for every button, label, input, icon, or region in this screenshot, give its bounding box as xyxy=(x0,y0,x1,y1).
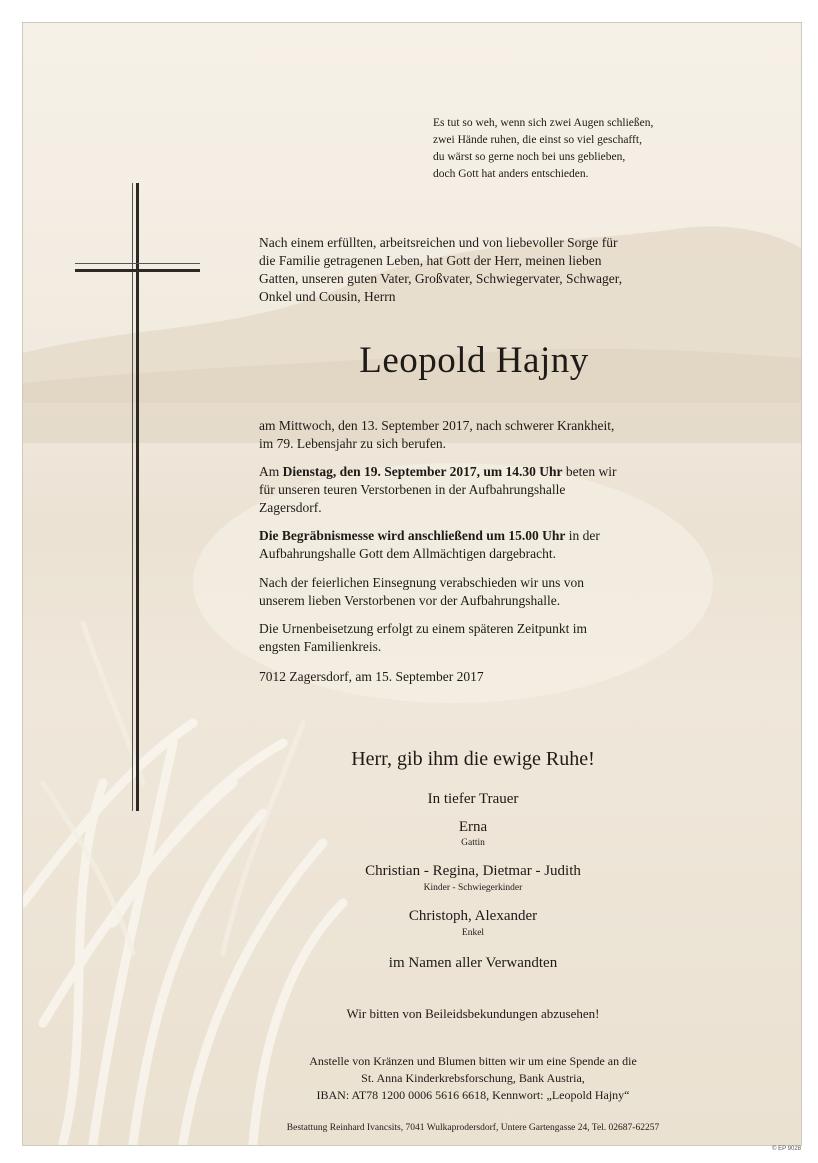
mass-paragraph xyxy=(259,527,689,563)
prayer: Herr, gib ihm die ewige Ruhe! xyxy=(351,748,595,770)
viewing-prefix: Am xyxy=(259,464,283,479)
mourner-children: Christian - Regina, Dietmar - Judith xyxy=(365,863,581,879)
condolence-note: Wir bitten von Beileidsbekundungen abzusehen! xyxy=(346,1006,600,1021)
intro-line: Onkel und Cousin, Herrn xyxy=(259,289,396,304)
viewing-suffix: beten wir xyxy=(562,464,617,479)
grief-heading: In tiefer Trauer xyxy=(427,791,519,807)
place-date: 7012 Zagersdorf, am 15. September 2017 xyxy=(259,669,484,684)
intro-line: die Familie getragenen Leben, hat Gott der Herr, meinen lieben xyxy=(259,253,602,268)
poem-line: Es tut so weh, wenn sich zwei Augen schließen, xyxy=(433,117,654,129)
cross-horizontal-thin-line xyxy=(75,263,200,264)
urn-line: Die Urnenbeisetzung erfolgt zu einem späteren Zeitpunkt im xyxy=(259,621,588,636)
donation-line: IBAN: AT78 1200 0006 5616 6618, Kennwort: „Leopold Hajny“ xyxy=(316,1088,630,1102)
mourner-children-role: Kinder - Schwiegerkinder xyxy=(423,883,523,893)
viewing-line: Zagersdorf. xyxy=(259,500,322,515)
viewing-date-time: Dienstag, den 19. September 2017, um 14.30 Uhr xyxy=(282,464,563,479)
mass-time: Die Begräbnismesse wird anschließend um 15.00 Uhr xyxy=(259,528,566,543)
death-line: am Mittwoch, den 13. September 2017, nach schwerer Krankheit, xyxy=(259,418,615,433)
farewell-line: Nach der feierlichen Einsegnung verabschieden wir uns von xyxy=(259,575,585,590)
obituary-card xyxy=(22,22,802,1146)
poem-line: du wärst so gerne noch bei uns geblieben, xyxy=(433,151,626,163)
urn-paragraph xyxy=(259,620,689,656)
cross-horizontal-bar xyxy=(75,269,200,272)
mass-line xyxy=(259,527,689,545)
intro-line: Gatten, unseren guten Vater, Großvater, Schwiegervater, Schwager, xyxy=(259,271,623,286)
mourner-grandchildren-role: Enkel xyxy=(461,928,485,938)
donation-line: St. Anna Kinderkrebsforschung, Bank Austria, xyxy=(361,1071,585,1085)
undertaker-info: Bestattung Reinhard Ivancsits, 7041 Wulkaprodersdorf, Untere Gartengasse 24, Tel. 02687-62257 xyxy=(286,1123,660,1133)
poem-line: zwei Hände ruhen, die einst so viel geschafft, xyxy=(433,134,642,146)
deceased-name: Leopold Hajny xyxy=(359,340,589,381)
farewell-paragraph xyxy=(259,574,689,610)
mass-line: Aufbahrungshalle Gott dem Allmächtigen dargebracht. xyxy=(259,546,557,561)
viewing-paragraph xyxy=(259,463,689,517)
viewing-line xyxy=(259,463,689,481)
cross-vertical-thin-line xyxy=(132,183,133,811)
farewell-line: unserem lieben Verstorbenen vor der Aufbahrungshalle. xyxy=(259,593,561,608)
template-code: © EP 9028 xyxy=(772,1146,801,1152)
donation-line: Anstelle von Kränzen und Blumen bitten wir um eine Spende an die xyxy=(309,1054,637,1068)
death-paragraph xyxy=(259,417,689,453)
urn-line: engsten Familienkreis. xyxy=(259,639,382,654)
intro-paragraph xyxy=(259,234,689,306)
mourner-relatives: im Namen aller Verwandten xyxy=(388,955,558,971)
poem xyxy=(433,115,653,183)
intro-line: Nach einem erfüllten, arbeitsreichen und von liebevoller Sorge für xyxy=(259,235,618,250)
mass-suffix: in der xyxy=(565,528,600,543)
donation-note xyxy=(223,1053,723,1104)
mourner-wife: Erna xyxy=(458,819,488,835)
viewing-line: für unseren teuren Verstorbenen in der Aufbahrungshalle xyxy=(259,482,566,497)
mourner-wife-role: Gattin xyxy=(461,838,485,848)
poem-line: doch Gott hat anders entschieden. xyxy=(433,168,589,180)
cross-vertical-bar xyxy=(136,183,139,811)
mourner-grandchildren: Christoph, Alexander xyxy=(408,908,538,924)
death-line: im 79. Lebensjahr zu sich berufen. xyxy=(259,436,447,451)
